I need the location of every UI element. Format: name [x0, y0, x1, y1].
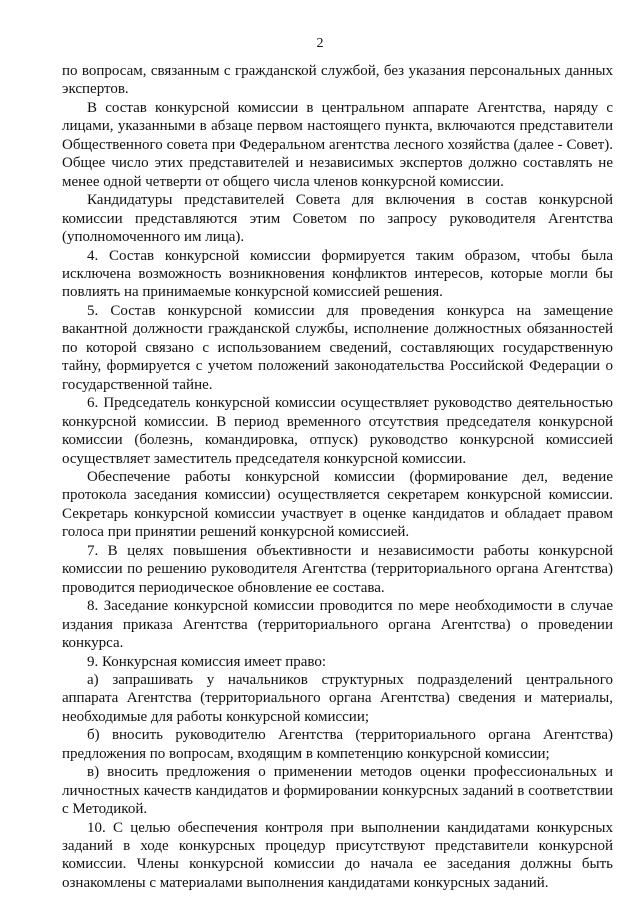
paragraph-item-10: 10. С целью обеспечения контроля при выполнении кандидатами конкурсных заданий в ходе конкурсных процедур присутствуют представители конкурсной комиссии. Члены конкурсной комиссии до начала ее заседания должны быть ознакомлены с материалами выполнения кандидатами конкурсных заданий.	[62, 819, 613, 891]
paragraph-commission-composition: В состав конкурсной комиссии в центральном аппарате Агентства, наряду с лицами, указанными в абзаце первом настоящего пункта, включаются представители Общественного совета при Федеральном агентства лесного хозяйства (далее - Совет). Общее число этих представителей и независимых экспертов должно составлять не менее одной четверти от общего числа членов конкурсной комиссии.	[62, 99, 613, 190]
paragraph-item-4: 4. Состав конкурсной комиссии формируется таким образом, чтобы была исключена возможность возникновения конфликтов интересов, которые могли бы повлиять на принимаемые конкурсной комиссией решения.	[62, 247, 613, 301]
page-number: 2	[316, 36, 324, 51]
paragraph-item-9a: а) запрашивать у начальников структурных подразделений центрального аппарата Агентства (территориального органа Агентства) сведения и материалы, необходимые для работы конкурсной комиссии;	[62, 671, 613, 725]
paragraph-secretary: Обеспечение работы конкурсной комиссии (формирование дел, ведение протокола заседания комиссии) осуществляется секретарем конкурсной комиссии. Секретарь конкурсной комиссии участвует в оценке кандидатов и обладает правом голоса при принятии решений конкурсной комиссией.	[62, 468, 613, 541]
paragraph-item-9v: в) вносить предложения о применении методов оценки профессиональных и личностных качеств кандидатов и формировании конкурсных заданий в соответствии с Методикой.	[62, 764, 613, 818]
paragraph-item-8: 8. Заседание конкурсной комиссии проводится по мере необходимости в случае издания приказа Агентства (территориального органа Агентства) о проведении конкурса.	[62, 598, 613, 652]
paragraph-item-6: 6. Председатель конкурсной комиссии осуществляет руководство деятельностью конкурсной комиссии. В период временного отсутствия председателя конкурсной комиссии (болезнь, командировка, отпуск) руководство конкурсной комиссией осуществляет заместитель председателя конкурсной комиссии.	[62, 395, 613, 467]
paragraph-item-9: 9. Конкурсная комиссия имеет право:	[87, 653, 327, 670]
document-body	[62, 62, 613, 892]
paragraph-item-5: 5. Состав конкурсной комиссии для проведения конкурса на замещение вакантной должности гражданской службы, исполнение должностных обязанностей по которой связано с использованием сведений, составляющих государственную тайну, формируется с учетом положений законодательства Российской Федерации о государственной тайне.	[62, 302, 613, 393]
paragraph-item-9b: б) вносить руководителю Агентства (территориального органа Агентства) предложения по вопросам, входящим в компетенцию конкурсной комиссии;	[62, 727, 613, 762]
paragraph-continuation: по вопросам, связанным с гражданской службой, без указания персональных данных экспертов.	[62, 63, 613, 98]
paragraph-item-7: 7. В целях повышения объективности и независимости работы конкурсной комиссии по решению руководителя Агентства (территориального органа Агентства) проводится периодическое обновление ее состава.	[62, 542, 613, 596]
paragraph-council-candidates: Кандидатуры представителей Совета для включения в состав конкурсной комиссии представляются этим Советом по запросу руководителя Агентства (уполномоченного им лица).	[62, 192, 613, 246]
